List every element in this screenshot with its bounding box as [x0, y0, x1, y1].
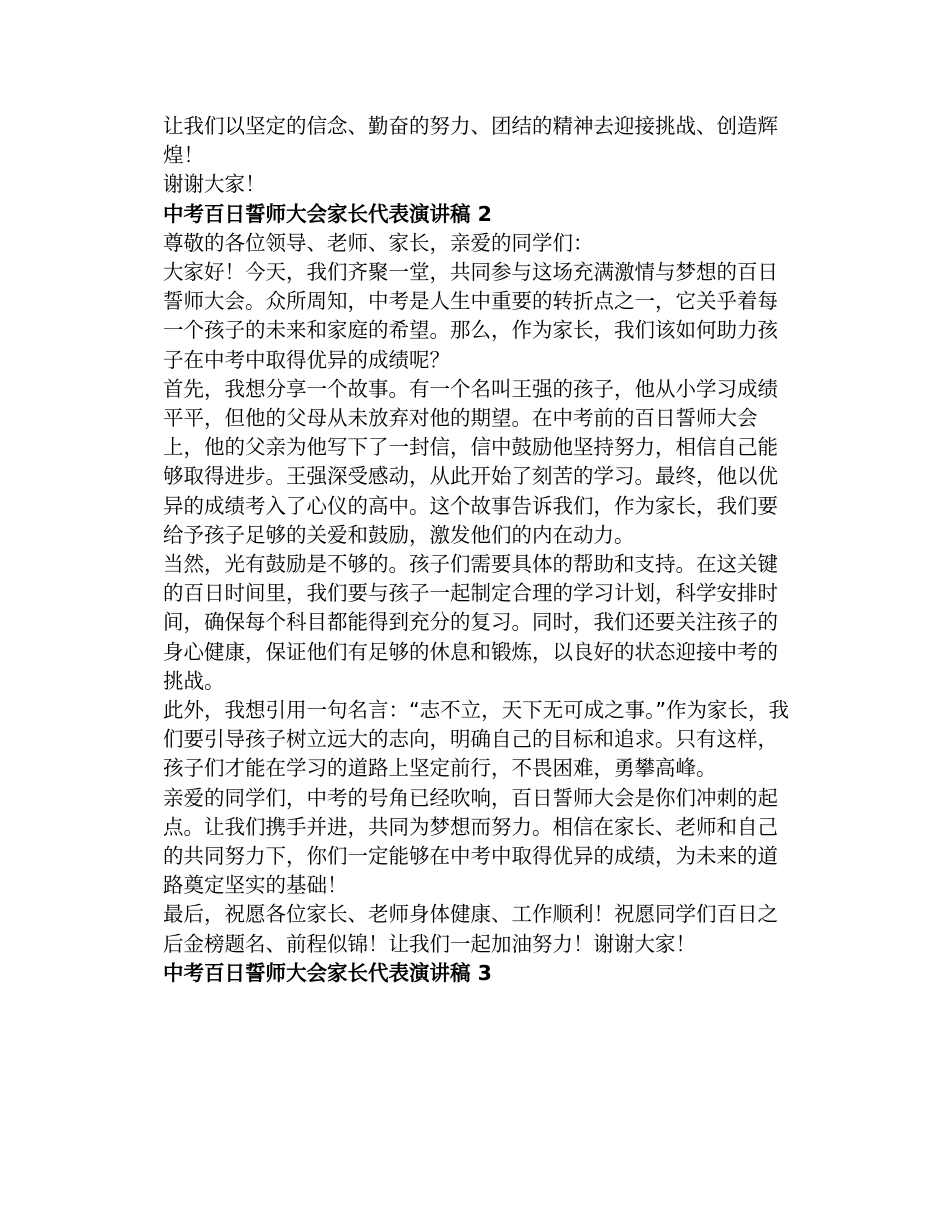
speech-heading-3: 中考百日誓师大会家长代表演讲稿 3	[163, 960, 492, 985]
paragraph-story: 首先，我想分享一个故事。有一个名叫王强的孩子，他从小学习成绩平平，但他的父母从未放弃对他的期望。在中考前的百日誓师大会上，他的父亲为他写下了一封信，信中鼓励他坚持努力，相信自己能够取得进步。王强深受感动，从此开始了刻苦的学习。最终，他以优异的成绩考入了心仪的高中。这个故事告诉我们，作为家长，我们要给予孩子足够的关爱和鼓励，激发他们的内在动力。	[163, 376, 778, 547]
paragraph-salutation: 尊敬的各位领导、老师、家长，亲爱的同学们：	[163, 230, 594, 255]
paragraph-quote: 此外，我想引用一句名言：“志不立，天下无可成之事。”作为家长，我们要引导孩子树立远大的志向，明确自己的目标和追求。只有这样，孩子们才能在学习的道路上坚定前行，不畏困难，勇攀高峰。	[163, 698, 789, 781]
document-page	[163, 112, 793, 988]
speech-heading-2: 中考百日誓师大会家长代表演讲稿 2	[163, 201, 492, 226]
paragraph-greeting: 大家好！今天，我们齐聚一堂，共同参与这场充满激情与梦想的百日誓师大会。众所周知，中考是人生中重要的转折点之一，它关乎着每一个孩子的未来和家庭的希望。那么，作为家长，我们该如何助力孩子在中考中取得优异的成绩呢？	[163, 260, 778, 372]
paragraph-closing-1: 让我们以坚定的信念、勤奋的努力、团结的精神去迎接挑战、创造辉煌！	[163, 114, 778, 168]
paragraph-wishes: 最后，祝愿各位家长、老师身体健康、工作顺利！祝愿同学们百日之后金榜题名、前程似锦！让我们一起加油努力！谢谢大家！	[163, 902, 778, 956]
paragraph-thanks-1: 谢谢大家！	[163, 172, 266, 197]
paragraph-support: 当然，光有鼓励是不够的。孩子们需要具体的帮助和支持。在这关键的百日时间里，我们要与孩子一起制定合理的学习计划，科学安排时间，确保每个科目都能得到充分的复习。同时，我们还要关注孩子的身心健康，保证他们有足够的休息和锻炼，以良好的状态迎接中考的挑战。	[163, 552, 778, 693]
paragraph-encourage: 亲爱的同学们，中考的号角已经吹响，百日誓师大会是你们冲刺的起点。让我们携手并进，共同为梦想而努力。相信在家长、老师和自己的共同努力下，你们一定能够在中考中取得优异的成绩，为未来的道路奠定坚实的基础！	[163, 785, 778, 898]
